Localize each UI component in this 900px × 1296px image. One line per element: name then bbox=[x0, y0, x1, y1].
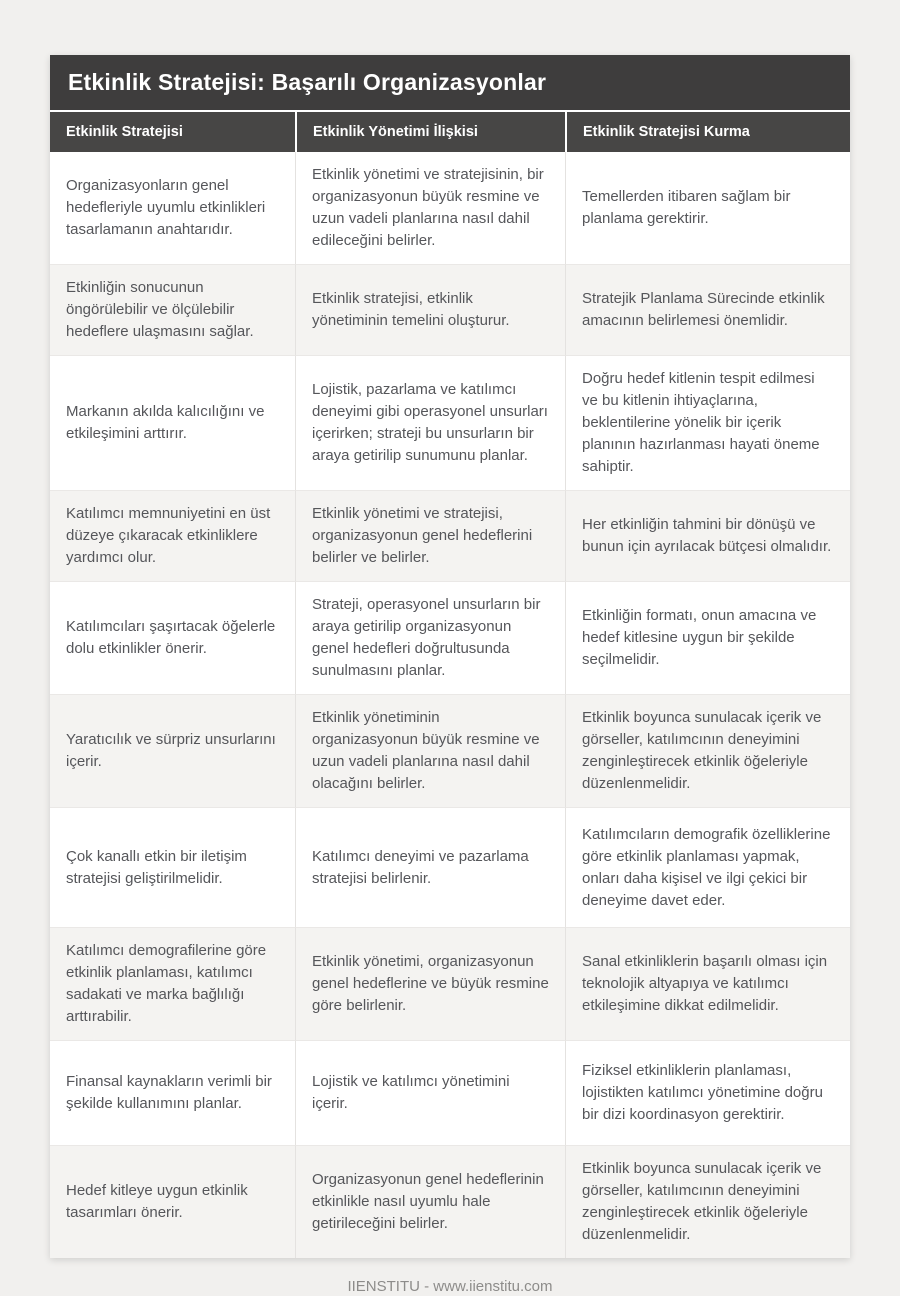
table-cell: Katılımcı memnuniyetini en üst düzeye çıkaracak etkinliklere yardımcı olur. bbox=[50, 490, 295, 581]
table-cell: Organizasyonun genel hedeflerinin etkinlikle nasıl uyumlu hale getirileceğini belirler. bbox=[295, 1145, 565, 1258]
table-cell: Temellerden itibaren sağlam bir planlama gerektirir. bbox=[565, 152, 850, 264]
table-cell: Etkinlik yönetimi, organizasyonun genel hedeflerine ve büyük resmine göre belirlenir. bbox=[295, 927, 565, 1040]
table-cell: Etkinlik yönetimi ve stratejisi, organizasyonun genel hedeflerini belirler ve belirler. bbox=[295, 490, 565, 581]
table-row bbox=[50, 694, 850, 807]
table-cell: Lojistik, pazarlama ve katılımcı deneyimi gibi operasyonel unsurları içerirken; strateji bu unsurların bir araya getirilip sunumunu planlar. bbox=[295, 355, 565, 490]
table-cell: Katılımcı demografilerine göre etkinlik planlaması, katılımcı sadakati ve marka bağlılığı arttırabilir. bbox=[50, 927, 295, 1040]
table-cell: Stratejik Planlama Sürecinde etkinlik amacının belirlemesi önemlidir. bbox=[565, 264, 850, 355]
table-cell: Çok kanallı etkin bir iletişim stratejisi geliştirilmelidir. bbox=[50, 807, 295, 927]
table-row bbox=[50, 1040, 850, 1145]
column-header-etkinlik-stratejisi-kurma: Etkinlik Stratejisi Kurma bbox=[565, 112, 850, 152]
column-header-etkinlik-stratejisi: Etkinlik Stratejisi bbox=[50, 112, 295, 152]
table-row bbox=[50, 807, 850, 927]
column-header-etkinlik-yonetimi-iliskisi: Etkinlik Yönetimi İlişkisi bbox=[295, 112, 565, 152]
table-cell: Her etkinliğin tahmini bir dönüşü ve bunun için ayrılacak bütçesi olmalıdır. bbox=[565, 490, 850, 581]
table-cell: Katılımcıların demografik özelliklerine göre etkinlik planlaması yapmak, onları daha kişisel ve ilgi çekici bir deneyime davet eder. bbox=[565, 807, 850, 927]
table-row bbox=[50, 581, 850, 694]
table-cell: Etkinlik boyunca sunulacak içerik ve görseller, katılımcının deneyimini zenginleştirecek etkinlik öğeleriyle düzenlenmelidir. bbox=[565, 1145, 850, 1258]
table-cell: Etkinliğin formatı, onun amacına ve hedef kitlesine uygun bir şekilde seçilmelidir. bbox=[565, 581, 850, 694]
table-cell: Yaratıcılık ve sürpriz unsurlarını içerir. bbox=[50, 694, 295, 807]
table-row bbox=[50, 152, 850, 264]
table-cell: Katılımcıları şaşırtacak öğelerle dolu etkinlikler önerir. bbox=[50, 581, 295, 694]
content-card bbox=[50, 55, 850, 1258]
table-cell: Finansal kaynakların verimli bir şekilde kullanımını planlar. bbox=[50, 1040, 295, 1145]
table-cell: Etkinliğin sonucunun öngörülebilir ve ölçülebilir hedeflere ulaşmasını sağlar. bbox=[50, 264, 295, 355]
table-header-row bbox=[50, 110, 850, 152]
table-cell: Markanın akılda kalıcılığını ve etkileşimini arttırır. bbox=[50, 355, 295, 490]
table-cell: Hedef kitleye uygun etkinlik tasarımları önerir. bbox=[50, 1145, 295, 1258]
table-cell: Etkinlik yönetimi ve stratejisinin, bir organizasyonun büyük resmine ve uzun vadeli planlarına nasıl dahil edileceğini belirler. bbox=[295, 152, 565, 264]
table-row bbox=[50, 1145, 850, 1258]
table-cell: Organizasyonların genel hedefleriyle uyumlu etkinlikleri tasarlamanın anahtarıdır. bbox=[66, 177, 266, 238]
footer-credit: IIENSTITU - www.iienstitu.com bbox=[347, 1278, 553, 1295]
table-cell: Etkinlik yönetiminin organizasyonun büyük resmine ve uzun vadeli planlarına nasıl dahil olacağını belirler. bbox=[295, 694, 565, 807]
table-cell: Sanal etkinliklerin başarılı olması için teknolojik altyapıya ve katılımcı etkileşimine dikkat edilmelidir. bbox=[565, 927, 850, 1040]
page-title: Etkinlik Stratejisi: Başarılı Organizasyonlar bbox=[50, 55, 850, 110]
table-row bbox=[50, 355, 850, 490]
table-body bbox=[50, 152, 850, 1258]
table-cell: Katılımcı deneyimi ve pazarlama stratejisi belirlenir. bbox=[295, 807, 565, 927]
table-cell: Etkinlik stratejisi, etkinlik yönetiminin temelini oluşturur. bbox=[295, 264, 565, 355]
table-cell: Etkinlik boyunca sunulacak içerik ve görseller, katılımcının deneyimini zenginleştirecek etkinlik öğeleriyle düzenlenmelidir. bbox=[565, 694, 850, 807]
table-row bbox=[50, 264, 850, 355]
table-cell: Lojistik ve katılımcı yönetimini içerir. bbox=[295, 1040, 565, 1145]
table-row bbox=[50, 490, 850, 581]
table-cell: Strateji, operasyonel unsurların bir araya getirilip organizasyonun genel hedefleri doğrultusunda sunulmasını planlar. bbox=[295, 581, 565, 694]
table-row bbox=[50, 927, 850, 1040]
table-cell: Fiziksel etkinliklerin planlaması, lojistikten katılımcı yönetimine doğru bir dizi koordinasyon gerektirir. bbox=[565, 1040, 850, 1145]
table-cell: Doğru hedef kitlenin tespit edilmesi ve bu kitlenin ihtiyaçlarına, beklentilerine yönelik bir içerik planının hazırlanması hayati öneme sahiptir. bbox=[565, 355, 850, 490]
